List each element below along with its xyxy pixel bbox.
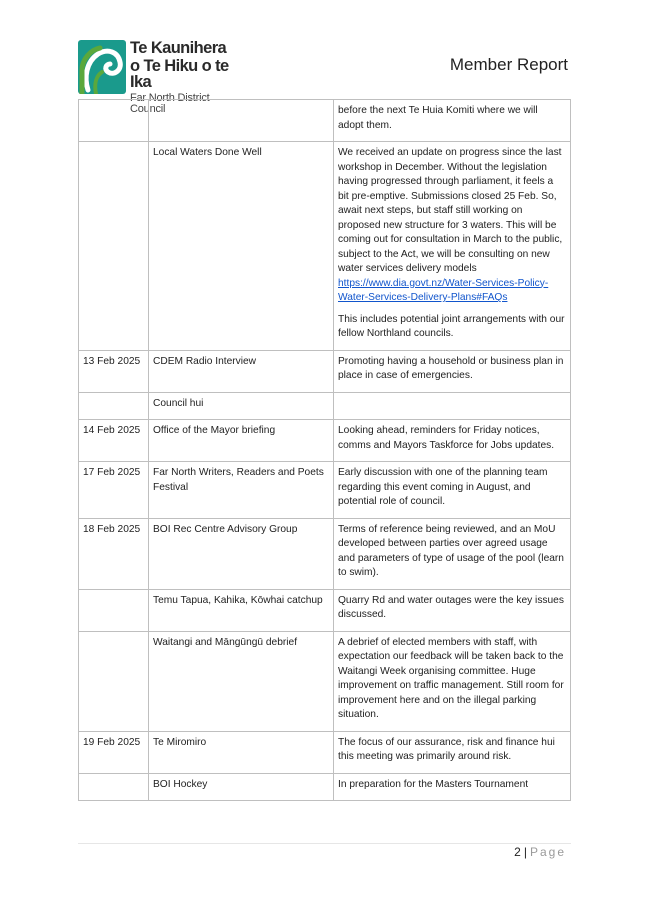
table-row [79,731,571,773]
item-cell: Waitangi and Māngūngū debrief [149,631,334,731]
table-row [79,392,571,420]
notes-text: The focus of our assurance, risk and finance hui this meeting was primarily around risk. [338,736,555,762]
footer-divider [78,843,571,844]
org-name-english: Far North District Council [130,91,210,115]
notes-cell [334,518,571,589]
notes-cell [334,462,571,519]
org-name-line1: Te Kaunihera [130,39,227,57]
page-number [514,845,566,859]
date-cell [79,392,149,420]
item-cell: Te Miromiro [149,731,334,773]
table-row [79,350,571,392]
item-cell: BOI Hockey [149,773,334,801]
date-cell [79,631,149,731]
item-cell: BOI Rec Centre Advisory Group [149,518,334,589]
report-title: Member Report [449,55,568,74]
notes-text-lead: We received an update on progress since the last workshop in December. Without the legislation having progressed through parliament, it feels a bit pre-emptive. Submissions closed 25 Feb. So, await next steps, but staff still working on proposed new structure for 3 waters. This will be coming out for consultation in March to the public, subject to the Act, we will be consulting on new water services delivery models [338,147,563,274]
table-row [79,100,571,142]
item-cell: CDEM Radio Interview [149,350,334,392]
table-row [79,518,571,589]
notes-cell [334,773,571,801]
date-cell [79,142,149,351]
notes-text: This includes potential joint arrangements with our fellow Northland councils. [338,313,565,339]
date-cell: 17 Feb 2025 [79,462,149,519]
table-row [79,631,571,731]
notes-text: Quarry Rd and water outages were the key issues discussed. [338,594,564,620]
org-name-line2: o Te Hiku o te Ika [130,56,229,91]
date-cell [79,773,149,801]
table-row [79,589,571,631]
date-cell [79,589,149,631]
notes-cell [334,350,571,392]
notes-text: A debrief of elected members with staff, with expectation our feedback will be taken back to the Waitangi Week organising committee. Huge improvement on traffic management. Still room for improvement here and on the illegal parking situation. [338,636,564,720]
notes-text: Terms of reference being reviewed, and an MoU developed between parties over agreed usage and parameters of type of usage of the pool (learn to swim). [338,523,564,578]
date-cell: 13 Feb 2025 [79,350,149,392]
item-cell: Council hui [149,392,334,420]
page-number-separator: | [523,845,527,859]
date-cell: 14 Feb 2025 [79,420,149,462]
item-cell: Office of the Mayor briefing [149,420,334,462]
notes-cell [334,631,571,731]
date-cell [79,100,149,142]
item-cell: Local Waters Done Well [149,142,334,351]
page-label: Page [529,845,566,859]
dia-water-services-link[interactable]: https://www.dia.govt.nz/Water-Services-Policy-Water-Services-Delivery-Plans#FAQs [338,277,549,303]
table-row [79,420,571,462]
notes-cell [334,392,571,420]
notes-cell [334,100,571,142]
item-cell [149,100,334,142]
notes-text: Early discussion with one of the planning team regarding this event coming in August, and potential role of council. [338,467,548,507]
council-logo [78,39,238,115]
notes-text: Looking ahead, reminders for Friday notices, comms and Mayors Taskforce for Jobs updates. [338,425,555,451]
activity-table [78,99,571,801]
notes-text: before the next Te Huia Komiti where we will adopt them. [338,105,538,131]
page-header [0,0,645,115]
notes-cell [334,142,571,351]
table-row [79,462,571,519]
date-cell: 18 Feb 2025 [79,518,149,589]
date-cell: 19 Feb 2025 [79,731,149,773]
item-cell: Far North Writers, Readers and Poets Festival [149,462,334,519]
notes-cell [334,589,571,631]
page-number-value: 2 [514,845,521,859]
notes-cell [334,420,571,462]
table-row [79,142,571,351]
council-logo-mark-icon [78,40,126,94]
notes-text: Promoting having a household or business plan in place in case of emergencies. [338,355,564,381]
notes-text [338,146,566,306]
item-cell: Temu Tapua, Kahika, Kōwhai catchup [149,589,334,631]
table-row [79,773,571,801]
notes-text: In preparation for the Masters Tournament [338,778,529,790]
notes-cell [334,731,571,773]
